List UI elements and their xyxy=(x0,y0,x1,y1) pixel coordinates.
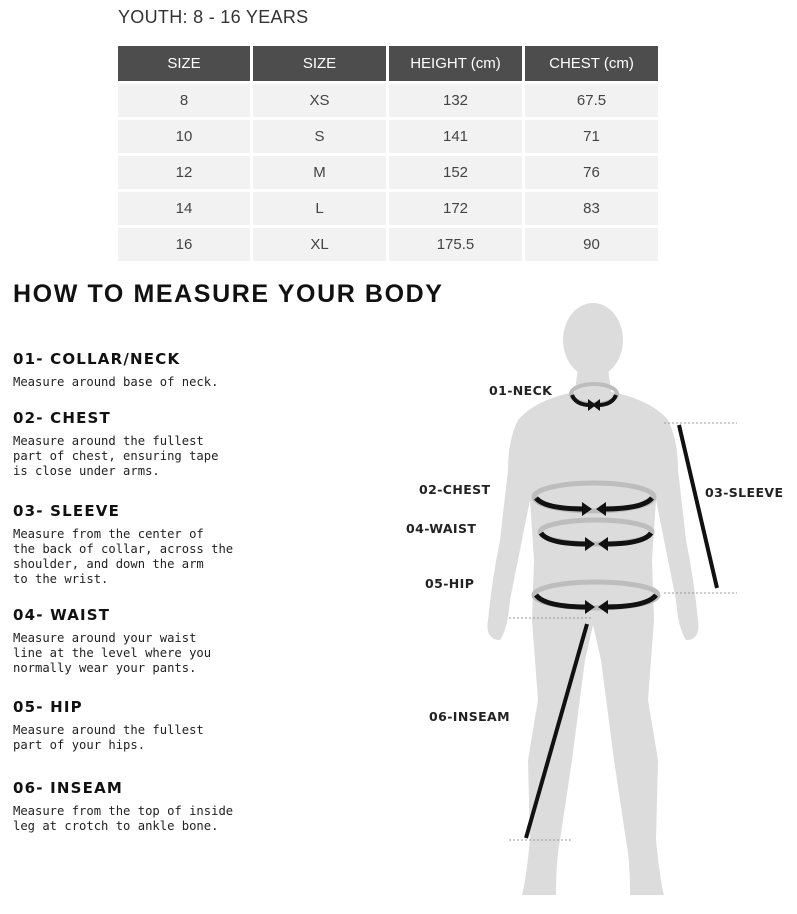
table-cell: 67.5 xyxy=(525,84,658,117)
step-description: Measure around base of neck. xyxy=(13,375,219,389)
section-title: HOW TO MEASURE YOUR BODY xyxy=(13,280,444,308)
table-cell: 141 xyxy=(389,120,522,153)
table-row xyxy=(118,192,658,225)
label-hip: 05-HIP xyxy=(425,576,475,591)
table-cell: 16 xyxy=(118,228,250,261)
column-header-height: HEIGHT (cm) xyxy=(389,46,522,81)
step-hip xyxy=(13,698,273,753)
column-header-size-number: SIZE xyxy=(118,46,250,81)
step-heading: 03- SLEEVE xyxy=(13,502,121,520)
step-description: Measure from the center of the back of collar, across the shoulder, and down the arm to the wrist. xyxy=(13,527,234,586)
step-heading: 06- INSEAM xyxy=(13,779,124,797)
label-sleeve: 03-SLEEVE xyxy=(705,485,784,500)
column-header-chest: CHEST (cm) xyxy=(525,46,658,81)
step-description: Measure around your waist line at the level where you normally wear your pants. xyxy=(13,631,212,675)
table-title: YOUTH: 8 - 16 YEARS xyxy=(118,7,309,27)
table-cell: 90 xyxy=(525,228,658,261)
table-cell: XL xyxy=(253,228,386,261)
label-waist: 04-WAIST xyxy=(406,521,477,536)
step-sleeve xyxy=(13,502,273,587)
column-header-size-letter: SIZE xyxy=(253,46,386,81)
table-cell: 12 xyxy=(118,156,250,189)
table-cell: 8 xyxy=(118,84,250,117)
step-heading: 04- WAIST xyxy=(13,606,111,624)
table-cell: M xyxy=(253,156,386,189)
step-heading: 02- CHEST xyxy=(13,409,111,427)
table-cell: 172 xyxy=(389,192,522,225)
label-inseam: 06-INSEAM xyxy=(429,709,510,724)
table-cell: 152 xyxy=(389,156,522,189)
step-waist xyxy=(13,606,273,676)
table-cell: 83 xyxy=(525,192,658,225)
label-chest: 02-CHEST xyxy=(419,482,491,497)
table-cell: 71 xyxy=(525,120,658,153)
step-heading: 01- COLLAR/NECK xyxy=(13,350,181,368)
table-cell: XS xyxy=(253,84,386,117)
body-measurement-figure xyxy=(380,295,790,907)
table-cell: 14 xyxy=(118,192,250,225)
table-row xyxy=(118,84,658,117)
table-cell: 10 xyxy=(118,120,250,153)
table-cell: 132 xyxy=(389,84,522,117)
table-cell: S xyxy=(253,120,386,153)
label-neck: 01-NECK xyxy=(489,383,553,398)
step-heading: 05- HIP xyxy=(13,698,83,716)
table-row xyxy=(118,228,658,261)
step-description: Measure around the fullest part of chest, ensuring tape is close under arms. xyxy=(13,434,219,478)
table-header-row xyxy=(118,46,658,81)
step-collar-neck xyxy=(13,350,273,390)
table-cell: L xyxy=(253,192,386,225)
step-inseam xyxy=(13,779,273,834)
table-row xyxy=(118,156,658,189)
table-row xyxy=(118,120,658,153)
step-description: Measure around the fullest part of your hips. xyxy=(13,723,204,752)
size-chart-table xyxy=(115,43,661,264)
step-chest xyxy=(13,409,273,479)
table-cell: 175.5 xyxy=(389,228,522,261)
step-description: Measure from the top of inside leg at crotch to ankle bone. xyxy=(13,804,234,833)
table-cell: 76 xyxy=(525,156,658,189)
